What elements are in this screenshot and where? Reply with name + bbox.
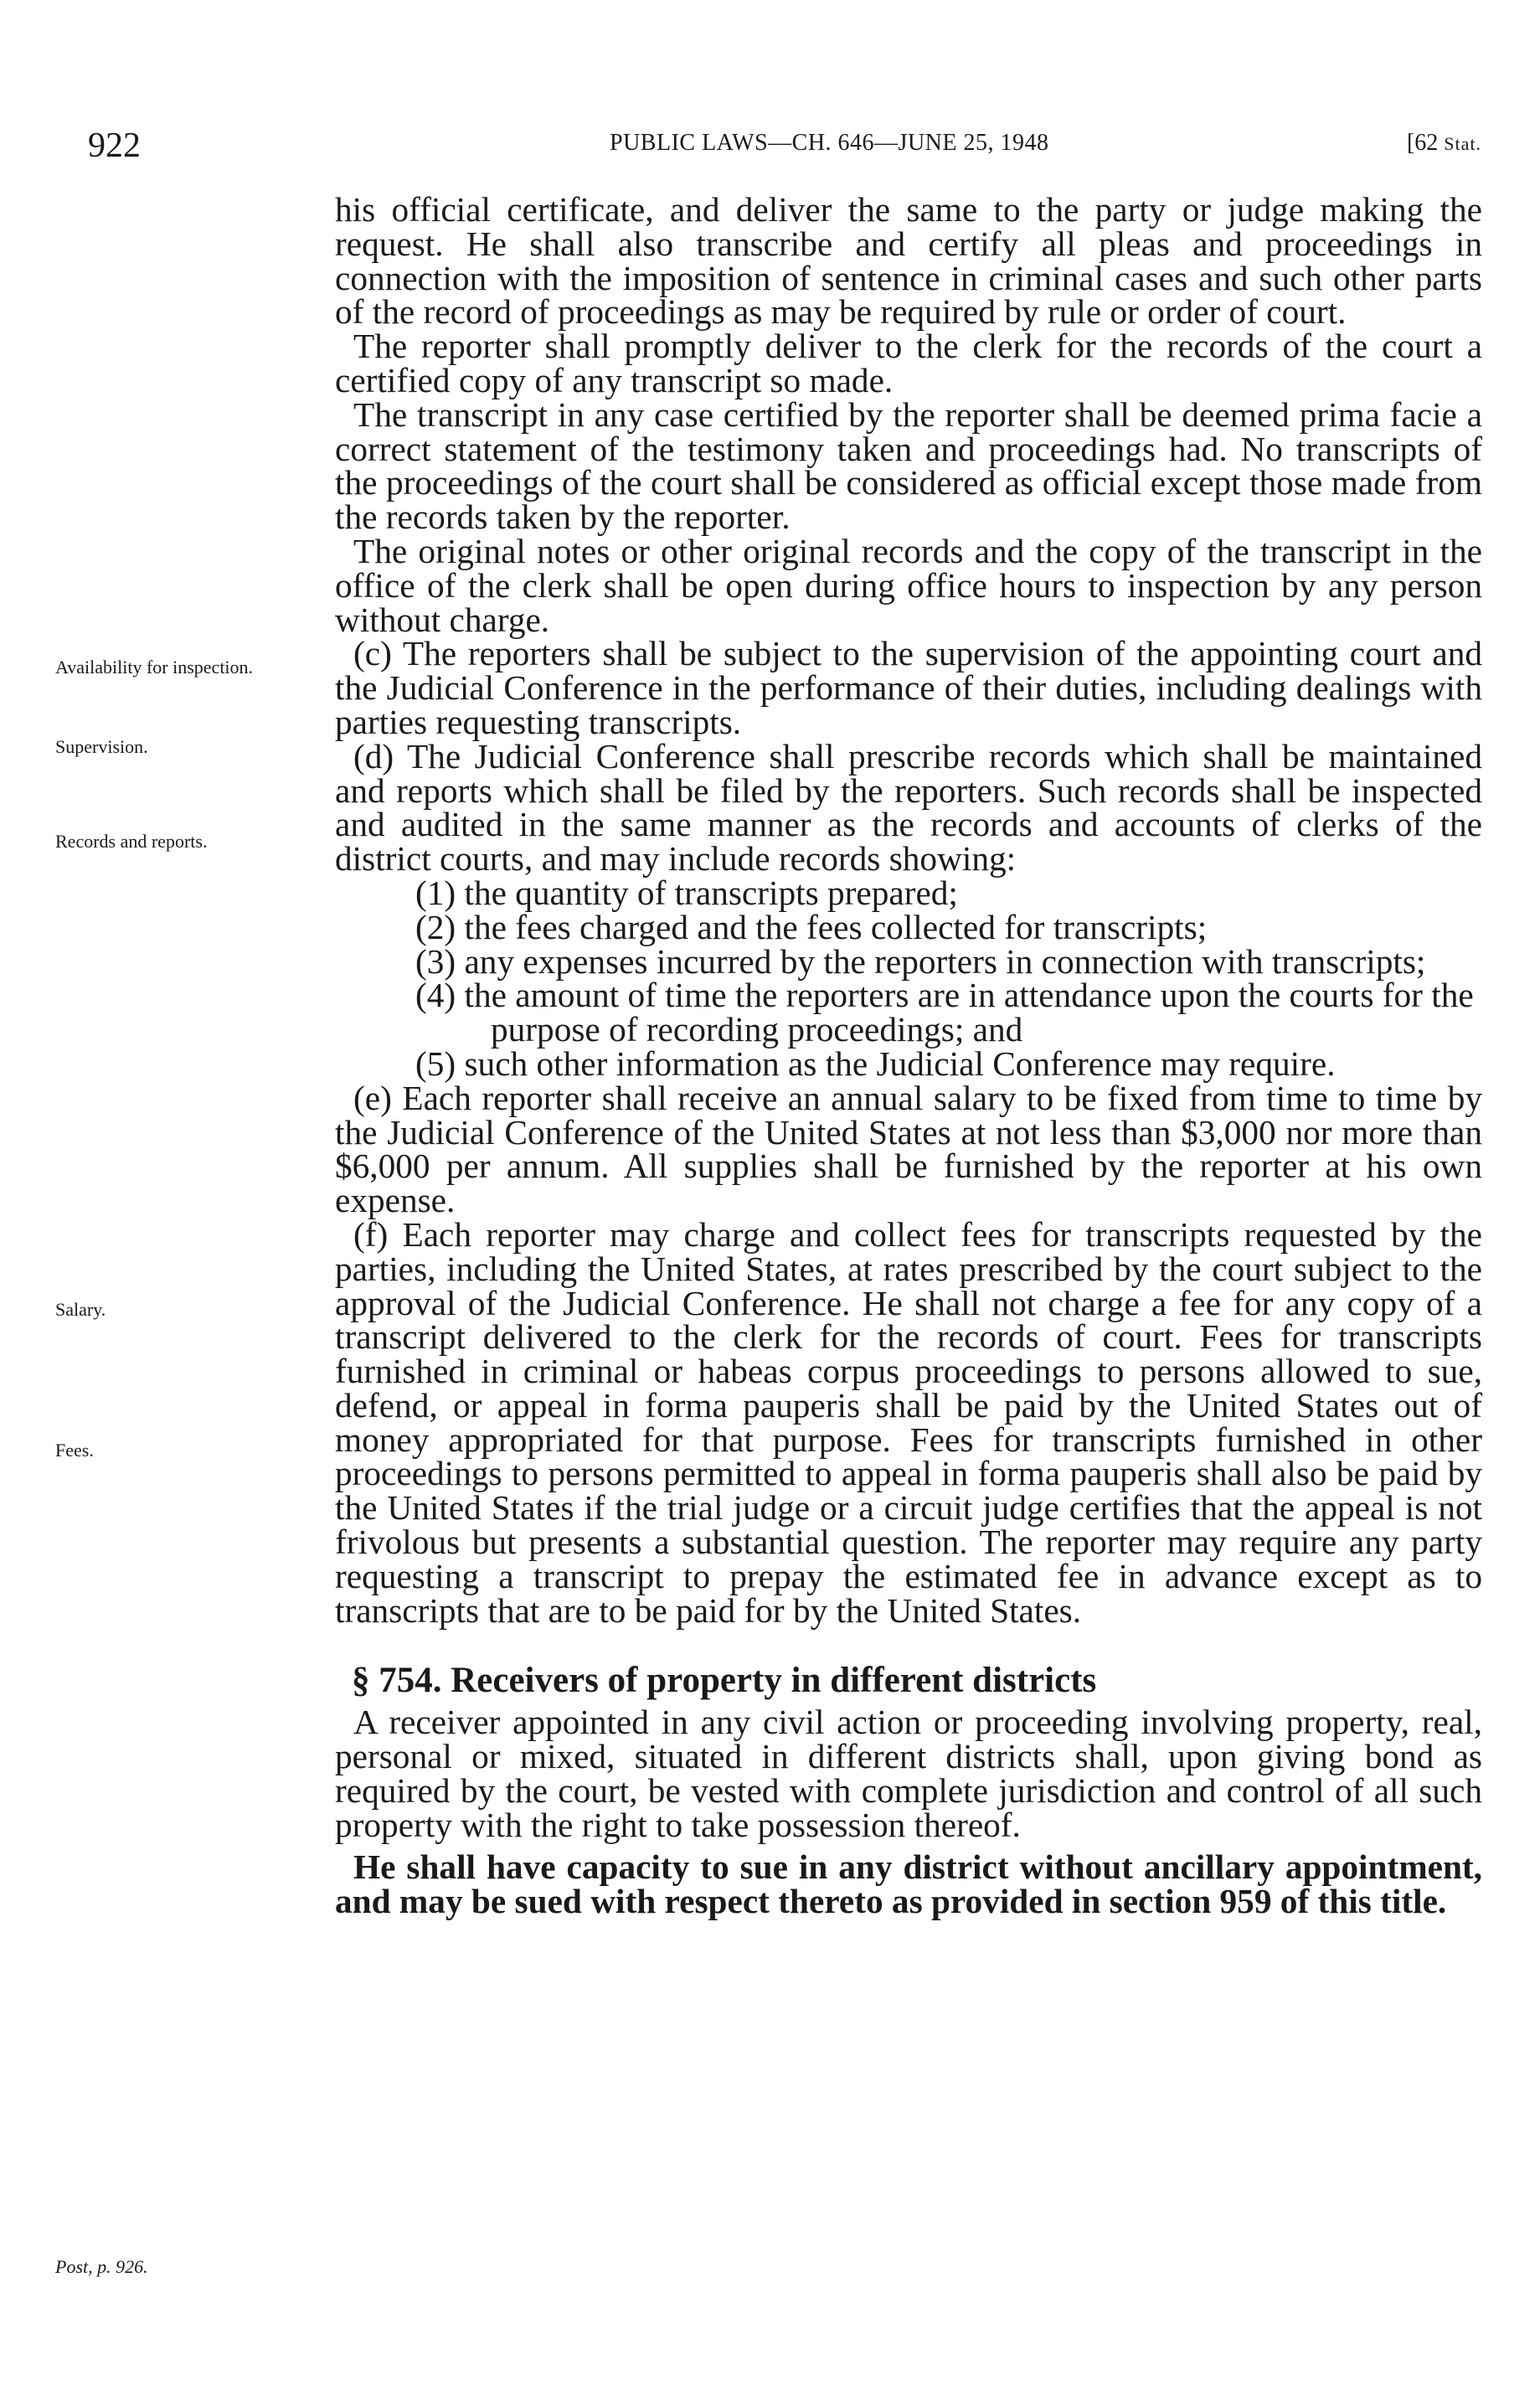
page-number: 922 — [88, 126, 141, 165]
paragraph-fees: (f) Each reporter may charge and collect fees for transcripts requested by the parties, including the United States, at rates prescribed by the court subject to the approval of the Judicial Conference. He shall not charge a fee for any copy of a transcript delivered to the clerk for the records of court. Fees for transcripts furnished in criminal or habeas corpus proceedings to persons allowed to sue, defend, or appeal in forma pauperis shall be paid by the United States out of money appropriated for that purpose. Fees for transcripts furnished in other proceedings to persons permitted to appeal in forma pauperis shall also be paid by the United States if the trial judge or a circuit judge certifies that the appeal is not frivolous but presents a substantial question. The reporter may require any party requesting a transcript to prepay the estimated fee in advance except as to transcripts that are to be paid for by the United States. — [335, 1214, 1482, 1630]
list-item: (4) the amount of time the reporters are in attendance upon the courts for the purpose of recording proceedings; and — [415, 976, 1474, 1049]
margin-note-post: Post, p. 926. — [55, 2256, 148, 2277]
margin-note-supervision: Supervision. — [55, 736, 148, 757]
paragraph-records-reports: (d) The Judicial Conference shall prescribe records which shall be maintained and reports which shall be filed by the reporters. Such records shall be inspected and audited in the same manner as the records and accounts of clerks of the district courts, and may include records showing: — [335, 736, 1482, 879]
statute-reference — [1407, 130, 1481, 157]
list-item: (2) the fees charged and the fees collected for transcripts; — [415, 907, 1208, 946]
paragraph-certificate: his official certificate, and deliver the same to the party or judge making the request. He shall also transcribe and certify all pleas and proceedings in connection with the imposition of sentence in criminal cases and such other parts of the record of proceedings as may be required by rule or order of court. — [335, 190, 1482, 332]
paragraph-salary: (e) Each reporter shall receive an annual salary to be fixed from time to time by the Judicial Conference of the United States at not less than $3,000 nor more than $6,000 per annum. All supplies shall be furnished by the reporter at his own expense. — [335, 1078, 1482, 1220]
margin-note-availability: Availability for inspection. — [55, 657, 254, 678]
margin-note-fees: Fees. — [55, 1440, 94, 1461]
paragraph-supervision: (c) The reporters shall be subject to the supervision of the appointing court and the Judicial Conference in the performance of their duties, including dealings with parties requesting transcripts. — [335, 634, 1482, 741]
paragraph-receiver: A receiver appointed in any civil action or proceeding involving property, real, personal or mixed, situated in different districts shall, upon giving bond as required by the court, be vested with complete jurisdiction and control of all such property with the right to take possession thereof. — [335, 1703, 1482, 1844]
section-heading: § 754. Receivers of property in different districts — [352, 1661, 1097, 1701]
running-title: PUBLIC LAWS—CH. 646—JUNE 25, 1948 — [610, 130, 1049, 156]
main-text — [335, 190, 1482, 1921]
paragraph-transcript-certified: The transcript in any case certified by the reporter shall be deemed prima facie a correct statement of the testimony taken and proceedings had. No transcripts of the proceedings of the court shall be considered as official except those made from the records taken by the reporter. — [335, 394, 1482, 537]
paragraph-deliver-copy: The reporter shall promptly deliver to the clerk for the records of the court a certified copy of any transcript so made. — [335, 327, 1482, 399]
margin-note-records: Records and reports. — [55, 831, 208, 852]
statute-reference-abbrev: Stat. — [1444, 133, 1481, 154]
statute-reference-prefix: [62 — [1406, 130, 1445, 156]
margin-note-salary: Salary. — [55, 1299, 106, 1320]
paragraph-capacity: He shall have capacity to sue in any district without ancillary appointment, and may be sued with respect thereto as provided in section 959 of this title. — [335, 1847, 1482, 1921]
list-item: (3) any expenses incurred by the reporters in connection with transcripts; — [415, 941, 1426, 981]
list-item: (5) such other information as the Judicial Conference may require. — [415, 1043, 1336, 1083]
list-item: (1) the quantity of transcripts prepared; — [415, 873, 958, 912]
paragraph-original-notes: The original notes or other original records and the copy of the transcript in the office of the clerk shall be open during office hours to inspection by any person without charge. — [335, 531, 1482, 639]
